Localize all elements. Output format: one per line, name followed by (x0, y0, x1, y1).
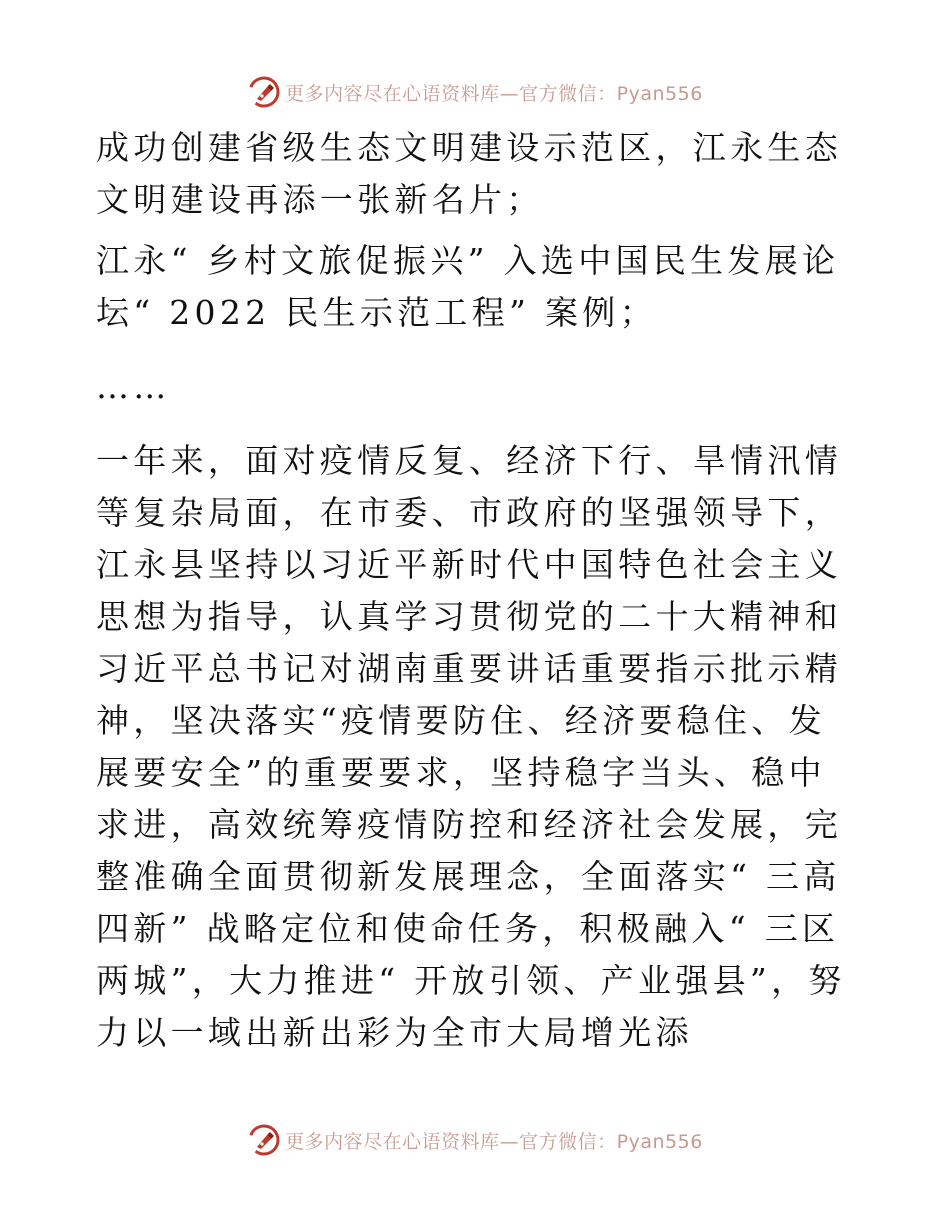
pen-nib-logo-icon (247, 1123, 281, 1157)
paragraph-eco-demo: 成功创建省级生态文明建设示范区，江永生态文明建设再添一张新名片； (96, 128, 842, 219)
paragraph-rural-tourism: 江永“ 乡村文旅促振兴” 入选中国民生发展论坛“ 2022 民生示范工程” 案例； (96, 241, 840, 332)
paragraph-ellipsis: …… (96, 367, 171, 406)
watermark-text: 更多内容尽在心语资料库—官方微信：Pyan556 (285, 1130, 703, 1153)
paragraph-year-review: 一年来，面对疫情反复、经济下行、旱情汛情等复杂局面，在市委、市政府的坚强领导下，江永县坚持以习近平新时代中国特色社会主义思想为指导，认真学习贯彻党的二十大精神和习近平总书记对湖南重要讲话重要指示批示精神，坚决落实“疫情要防住、经济要稳住、发展要安全”的重要要求，坚持稳字当头、稳中求进，高效统筹疫情防控和经济社会发展，完整准确全面贯彻新发展理念，全面落实“ 三高四新” 战略定位和使命任务，积极融入“ 三区两城”，大力推进“ 开放引领、产业强县”，努力以一域出新出彩为全市大局增光添 (96, 441, 846, 1052)
watermark-header (0, 72, 950, 112)
watermark-footer (0, 1120, 950, 1160)
document-body (96, 122, 856, 1059)
watermark-text: 更多内容尽在心语资料库—官方微信：Pyan556 (285, 82, 703, 105)
pen-nib-logo-icon (247, 75, 281, 109)
